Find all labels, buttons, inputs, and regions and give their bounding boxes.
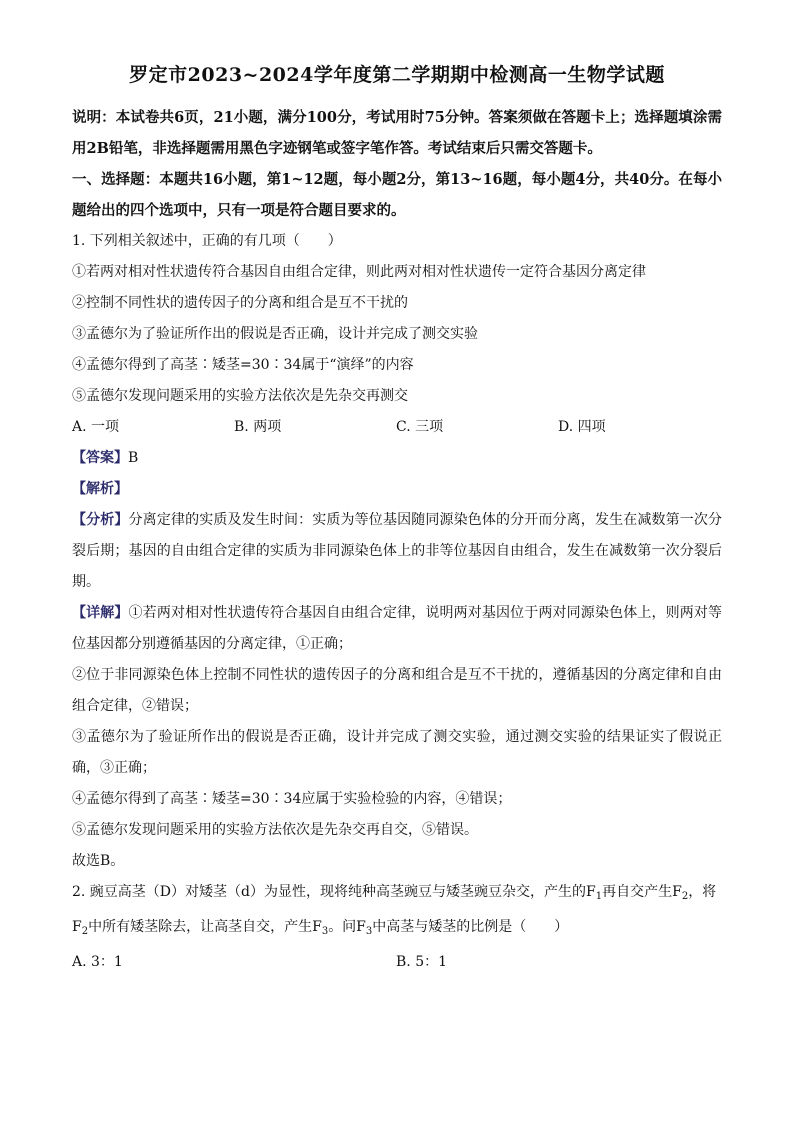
detail-text: ①若两对相对性状遗传符合基因自由组合定律，说明两对基因位于两对同源染色体上，则两对等位基因都分别遵循基因的分离定律，①正确； (72, 605, 723, 652)
answer-options (72, 947, 722, 978)
statement: ④孟德尔得到了高茎∶矮茎=30∶34属于“演绎”的内容 (72, 357, 414, 373)
option-b: B. 两项 (234, 419, 282, 435)
statement: ②控制不同性状的遗传因子的分离和组合是互不干扰的 (72, 295, 408, 311)
answer-line (72, 443, 722, 474)
option-a: A. 一项 (72, 419, 120, 435)
statement: ①若两对相对性状遗传符合基因自由组合定律，则此两对相对性状遗传一定符合基因分离定律 (72, 264, 646, 280)
answer-tag: 【答案】 (72, 450, 128, 466)
option-a: A. 3：1 (72, 954, 123, 970)
document-page (72, 62, 722, 978)
fenxi-text: 分离定律的实质及发生时间：实质为等位基因随同源染色体的分开而分离，发生在减数第一次分裂后期；基因的自由组合定律的实质为非同源染色体上的非等位基因自由组合，发生在减数第一次分裂后期。 (72, 512, 723, 590)
option-b: B. 5：1 (396, 954, 448, 970)
detail-paragraph: ③孟德尔为了验证所作出的假说是否正确，设计并完成了测交实验，通过测交实验的结果证实了假说正确，③正确； (72, 729, 722, 776)
analysis-heading (72, 474, 722, 505)
analysis-paragraph (72, 505, 722, 598)
option-d: D. 四项 (558, 419, 606, 435)
stem-part: 2. 豌豆高茎（D）对矮茎（d）为显性，现将纯种高茎豌豆与矮茎豌豆杂交，产生的F (72, 884, 596, 900)
page-title: 罗定市2023~2024学年度第二学期期中检测高一生物学试题 (129, 64, 665, 86)
fenxi-tag: 【分析】 (72, 512, 129, 528)
detail-paragraph (72, 598, 722, 660)
answer-options (72, 412, 722, 443)
stem-part: 。问F (328, 919, 366, 935)
stem-part: F (72, 919, 82, 935)
detail-paragraph: ⑤孟德尔发现问题采用的实验方法依次是先杂交再自交，⑤错误。 (72, 822, 478, 838)
detail-paragraph: ④孟德尔得到了高茎∶矮茎=30∶34应属于实验检验的内容，④错误； (72, 791, 512, 807)
conclusion: 故选B。 (72, 853, 125, 869)
question-1 (72, 226, 722, 877)
section-heading: 一、选择题：本题共16小题，第1~12题，每小题2分，第13~16题，每小题4分，共40分。在每小题给出的四个选项中，只有一项是符合题目要求的。 (72, 171, 722, 219)
option-c: C. 三项 (396, 419, 444, 435)
statement: ⑤孟德尔发现问题采用的实验方法依次是先杂交再测交 (72, 388, 408, 404)
exam-instructions: 说明：本试卷共6页，21小题，满分100分，考试用时75分钟。答案须做在答题卡上；选择题填涂需用2B铅笔，非选择题需用黑色字迹钢笔或签字笔作答。考试结束后只需交答题卡。 (72, 109, 722, 157)
subscript: 3 (365, 926, 373, 937)
stem-part: 再自交产生F (602, 884, 682, 900)
subscript: 3 (321, 926, 329, 937)
question-2 (72, 877, 722, 978)
answer-value: B (128, 450, 139, 466)
subscript: 1 (595, 891, 603, 902)
question-stem (72, 877, 722, 947)
analysis-tag: 【解析】 (72, 481, 128, 497)
subscript: 2 (681, 891, 689, 902)
stem-part: 中所有矮茎除去，让高茎自交，产生F (88, 919, 322, 935)
question-stem: 1. 下列相关叙述中，正确的有几项（ ） (72, 233, 342, 249)
statement: ③孟德尔为了验证所作出的假说是否正确，设计并完成了测交实验 (72, 326, 478, 342)
detail-paragraph: ②位于非同源染色体上控制不同性状的遗传因子的分离和组合是互不干扰的，遵循基因的分离定律和自由组合定律，②错误； (72, 667, 722, 714)
stem-part: ，将 (688, 884, 717, 900)
xiangjie-tag: 【详解】 (72, 605, 129, 621)
subscript: 2 (81, 926, 89, 937)
stem-part: 中高茎与矮茎的比例是（ ） (372, 919, 569, 935)
